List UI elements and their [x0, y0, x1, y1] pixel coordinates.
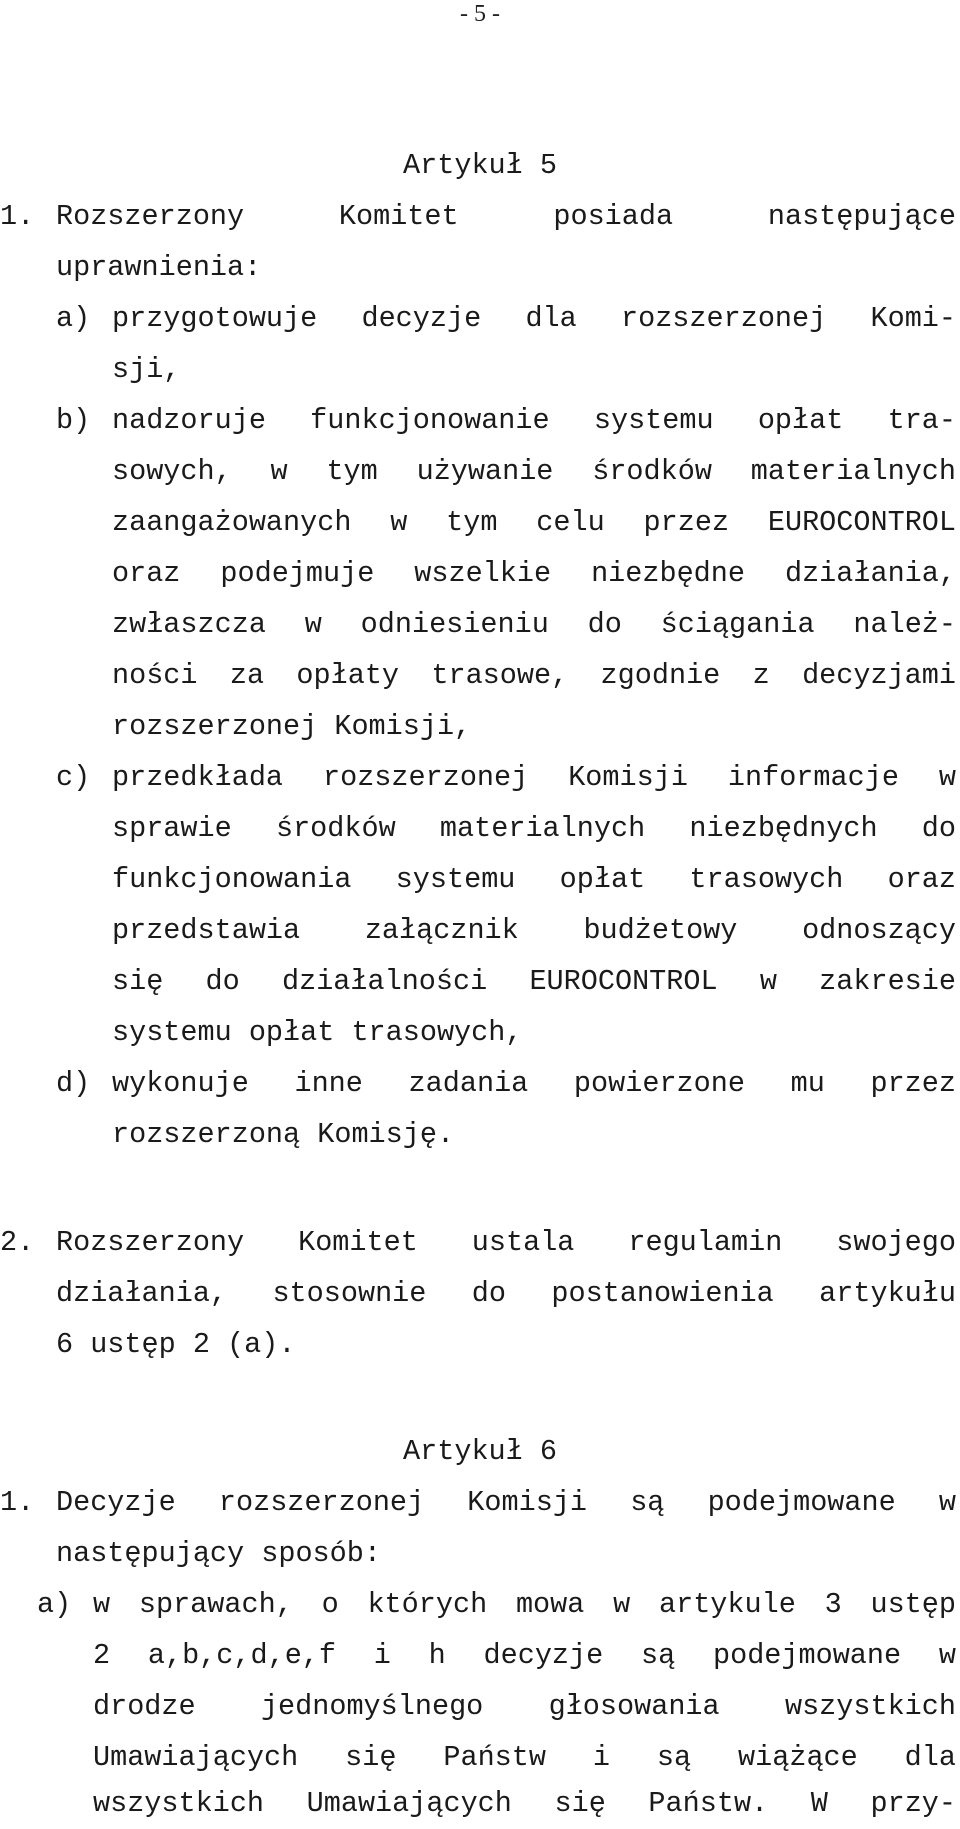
paragraph-number: 1.: [0, 1486, 35, 1519]
item-line: drodze jednomyślnego głosowania wszystkich: [93, 1690, 956, 1723]
item-line: rozszerzonej Komisji,: [112, 710, 472, 743]
item-line: oraz podejmuje wszelkie niezbędne działania,: [112, 557, 956, 590]
item-line: 2 a,b,c,d,e,f i h decyzje są podejmowane w: [93, 1639, 956, 1672]
paragraph-number: 1.: [0, 200, 35, 233]
item-line: się do działalności EUROCONTROL w zakresie: [112, 965, 956, 998]
item-line: sji,: [112, 353, 181, 386]
item-line: przygotowuje decyzje dla rozszerzonej Komi-: [112, 302, 956, 335]
item-line: ności za opłaty trasowe, zgodnie z decyzjami: [112, 659, 956, 692]
item-label: a): [37, 1588, 72, 1621]
page-number: - 5 -: [460, 1, 500, 27]
item-line: nadzoruje funkcjonowanie systemu opłat tra-: [112, 404, 956, 437]
item-line: rozszerzoną Komisję.: [112, 1118, 455, 1151]
paragraph-line: działania, stosownie do postanowienia artykułu: [56, 1277, 956, 1310]
item-line: sprawie środków materialnych niezbędnych do: [112, 812, 956, 845]
paragraph-line: następujący sposób:: [56, 1537, 381, 1570]
item-line: Umawiających się Państw i są wiążące dla: [93, 1741, 956, 1774]
paragraph-line: Rozszerzony Komitet posiada następujące: [56, 200, 956, 233]
paragraph-line: uprawnienia:: [56, 251, 262, 284]
item-line: wszystkich Umawiających się Państw. W przy-: [93, 1787, 956, 1820]
item-line: przedstawia załącznik budżetowy odnoszący: [112, 914, 956, 947]
item-line: przedkłada rozszerzonej Komisji informacje w: [112, 761, 956, 794]
article-6-heading: Artykuł 6: [403, 1435, 557, 1468]
item-line: zaangażowanych w tym celu przez EUROCONTROL: [112, 506, 956, 539]
item-line: systemu opłat trasowych,: [112, 1016, 523, 1049]
paragraph-line: Rozszerzony Komitet ustala regulamin swojego: [56, 1226, 956, 1259]
item-label: b): [56, 404, 91, 437]
item-label: d): [56, 1067, 91, 1100]
item-line: zwłaszcza w odniesieniu do ściągania należ-: [112, 608, 956, 641]
item-line: sowych, w tym używanie środków materialnych: [112, 455, 956, 488]
item-line: w sprawach, o których mowa w artykule 3 ustęp: [93, 1588, 956, 1621]
item-line: funkcjonowania systemu opłat trasowych oraz: [112, 863, 956, 896]
paragraph-line: Decyzje rozszerzonej Komisji są podejmowane w: [56, 1486, 956, 1519]
paragraph-line: 6 ustęp 2 (a).: [56, 1328, 296, 1361]
item-line: wykonuje inne zadania powierzone mu przez: [112, 1067, 956, 1100]
item-label: c): [56, 761, 91, 794]
article-5-heading: Artykuł 5: [403, 149, 557, 182]
paragraph-number: 2.: [0, 1226, 35, 1259]
item-label: a): [56, 302, 91, 335]
